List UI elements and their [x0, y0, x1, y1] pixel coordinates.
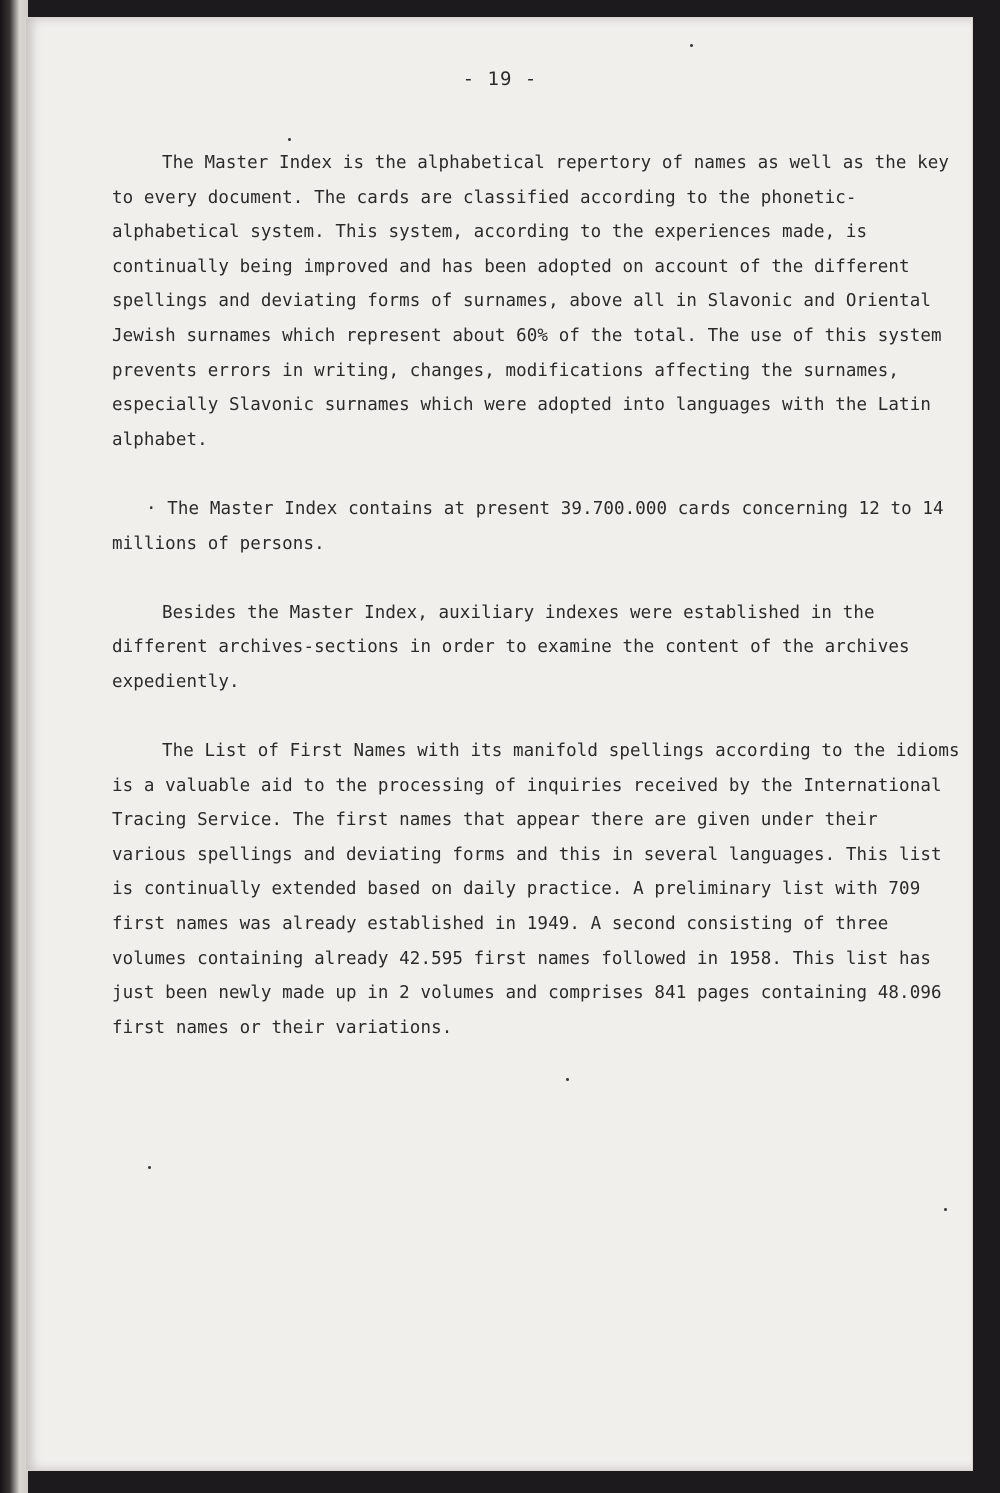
book-binding: [0, 0, 28, 1493]
page-number: - 19 -: [462, 68, 538, 90]
paragraph-master-index: The Master Index is the alphabetical repertory of names as well as the key to every document. The cards are classified according to the phonetic-alphabetical system. This system, according to the experiences made, is continually being improved and has been adopted on account of the different spellings and deviating forms of surnames, above all in Slavonic and Oriental Jewish surnames which represent about 60% of the total. The use of this system prevents errors in writing, changes, modifications affecting the surnames, especially Slavonic surnames which were adopted into languages with the Latin alphabet.: [112, 153, 950, 450]
page-body: [112, 146, 962, 1045]
paragraph-first-names-list: The List of First Names with its manifold spellings according to the idioms is a valuable aid to the processing of inquiries received by the International Tracing Service. The first names that appear there are given under their various spellings and deviating forms and this in several languages. This list is continually extended based on daily practice. A preliminary list with 709 first names was already established in 1949. A second consisting of three volumes containing already 42.595 first names followed in 1958. This list has just been newly made up in 2 volumes and comprises 841 pages containing 48.096 first names or their variations.: [112, 741, 960, 1038]
paragraph-auxiliary-indexes: Besides the Master Index, auxiliary indexes were established in the different archives-sections in order to examine the content of the archives expediently.: [112, 602, 910, 692]
paper-speck: [148, 1166, 151, 1169]
paper-speck: [690, 44, 693, 47]
paper-speck: [288, 138, 291, 141]
paper-speck: [566, 1078, 569, 1081]
paper-speck: [944, 1208, 947, 1211]
paragraph-card-count: · The Master Index contains at present 39.700.000 cards concerning 12 to 14 millions of persons.: [112, 498, 944, 554]
